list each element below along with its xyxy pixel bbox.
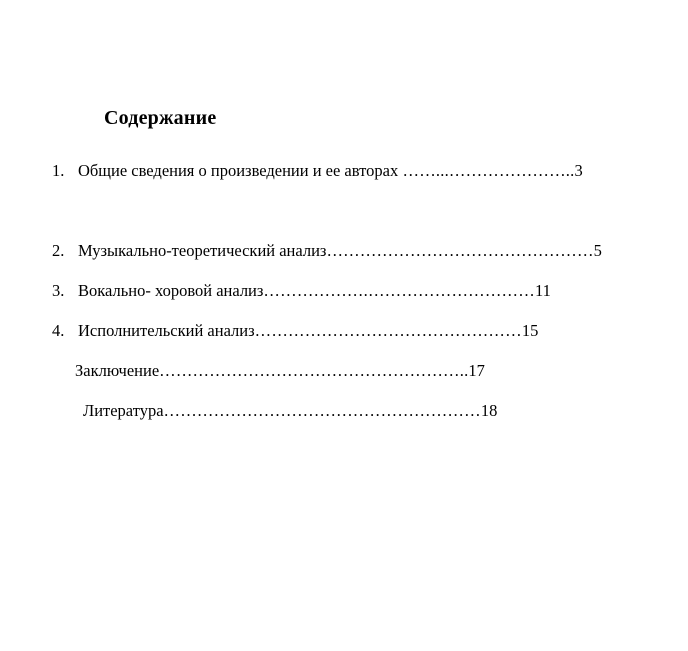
toc-entry-number: 3. xyxy=(52,281,65,300)
toc-entry-title: Заключение xyxy=(75,361,160,380)
toc-entry-page: 3 xyxy=(574,161,583,180)
toc-entry-number: 4. xyxy=(52,321,65,340)
toc-entry-page: 18 xyxy=(480,401,498,420)
toc-entry[interactable] xyxy=(0,360,688,400)
toc-entry[interactable] xyxy=(0,240,688,280)
page-title: Содержание xyxy=(104,107,217,129)
table-of-contents-list xyxy=(0,160,688,420)
toc-entry-number: 1. xyxy=(52,161,65,180)
toc-entry-title: Литература xyxy=(83,401,164,420)
toc-entry-leader: ………………………………………… xyxy=(254,321,522,340)
toc-entry[interactable] xyxy=(0,320,688,360)
toc-entry-title: Общие сведения о произведении и ее авторах xyxy=(78,161,399,180)
toc-entry-title: Вокально- хоровой анализ xyxy=(78,281,264,300)
toc-entry-leader: ……………………………………………….. xyxy=(159,361,469,380)
toc-entry[interactable] xyxy=(0,160,688,200)
toc-entry-page: 5 xyxy=(593,241,602,260)
toc-entry-leader: ………………………………………… xyxy=(326,241,594,260)
toc-entry-leader: ………………………………………………… xyxy=(163,401,481,420)
toc-entry-page: 17 xyxy=(468,361,485,380)
toc-entry-title: Исполнительский анализ xyxy=(78,321,255,340)
toc-entry-title: Музыкально-теоретический анализ xyxy=(78,241,327,260)
toc-entry-leader: ……………….………………………… xyxy=(263,281,535,300)
toc-entry-leader: ……...………………….. xyxy=(398,161,575,180)
toc-entry-number: 2. xyxy=(52,241,65,260)
toc-entry-page: 15 xyxy=(521,321,539,340)
toc-entry[interactable] xyxy=(0,280,688,320)
toc-entry-page: 11 xyxy=(534,281,551,300)
toc-entry[interactable] xyxy=(0,400,688,440)
